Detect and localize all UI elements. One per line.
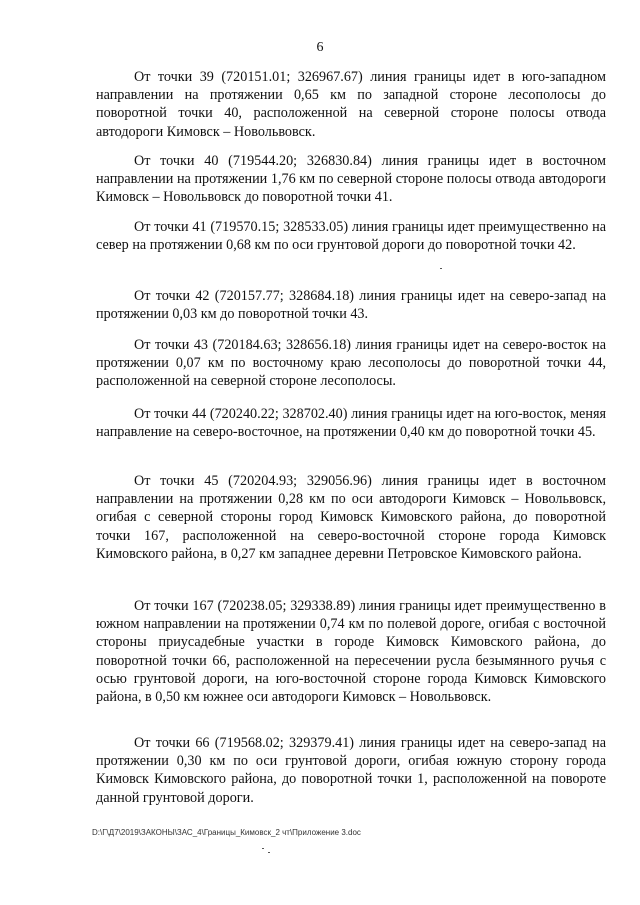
paragraph-text: От точки 40 (719544.20; 326830.84) линия границы идет в восточном направлении на протяжении 1,76 км по северной стороне полосы отвода автодороги Кимовск – Новольвовск до поворотной точки 41. (96, 153, 606, 206)
paragraph-point-43 (96, 336, 606, 391)
scan-speck (262, 848, 264, 849)
paragraph-point-41 (96, 218, 606, 254)
paragraph-text: От точки 44 (720240.22; 328702.40) линия границы идет на юго-восток, меняя направление на северо-восточное, на протяжении 0,40 км до поворотной точки 45. (96, 406, 606, 441)
paragraph-text: От точки 45 (720204.93; 329056.96) линия границы идет в восточном направлении на протяжении 0,28 км по оси автодороги Кимовск – Новольвовск, огибая с северной стороны город Кимовск Кимовского района, до поворотной точки 167, расположенной на северо-восточной стороне города Кимовск Кимовского района, в 0,27 км западнее деревни Петровское Кимовского района. (96, 473, 606, 562)
paragraph-point-167 (96, 597, 606, 706)
paragraph-point-39 (96, 68, 606, 141)
footer-file-path: D:\Г\Д7\2019\ЗАКОНЫ\ЗАС_4\Границы_Кимовск_2 чт\Приложение 3.doc (92, 828, 361, 837)
paragraph-text: От точки 43 (720184.63; 328656.18) линия границы идет на северо-восток на протяжении 0,07 км по восточному краю лесополосы до поворотной точки 44, расположенной на северной стороне лесополосы. (96, 337, 606, 390)
scan-speck (268, 852, 270, 853)
paragraph-point-44 (96, 405, 606, 441)
paragraph-point-66 (96, 734, 606, 807)
paragraph-point-45 (96, 472, 606, 563)
paragraph-point-42 (96, 287, 606, 323)
scan-speck (440, 268, 442, 269)
paragraph-text: От точки 42 (720157.77; 328684.18) линия границы идет на северо-запад на протяжении 0,03 км до поворотной точки 43. (96, 288, 606, 323)
page-number: 6 (316, 40, 324, 55)
paragraph-point-40 (96, 152, 606, 207)
paragraph-text: От точки 41 (719570.15; 328533.05) линия границы идет преимущественно на север на протяжении 0,68 км по оси грунтовой дороги до поворотной точки 42. (96, 219, 606, 254)
paragraph-text: От точки 167 (720238.05; 329338.89) линия границы идет преимущественно в южном направлении на протяжении 0,74 км по полевой дороге, огибая с восточной стороны приусадебные участки в городе Кимовск Кимовского района, до поворотной точки 66, расположенной на пересечении русла безымянного ручья с осью грунтовой дороги, на юго-восточной стороне города Кимовск Кимовского района, в 0,50 км южнее оси автодороги Кимовск – Новольвовск. (96, 598, 606, 706)
paragraph-text: От точки 66 (719568.02; 329379.41) линия границы идет на северо-запад на протяжении 0,30 км по оси грунтовой дороги, огибая южную сторону города Кимовск Кимовского района, до поворотной точки 1, расположенной на повороте данной грунтовой дороги. (96, 735, 606, 806)
paragraph-text: От точки 39 (720151.01; 326967.67) линия границы идет в юго-западном направлении на протяжении 0,65 км по западной стороне лесополосы до поворотной точки 40, расположенной на северной стороне полосы отвода автодороги Кимовск – Новольвовск. (96, 69, 606, 140)
